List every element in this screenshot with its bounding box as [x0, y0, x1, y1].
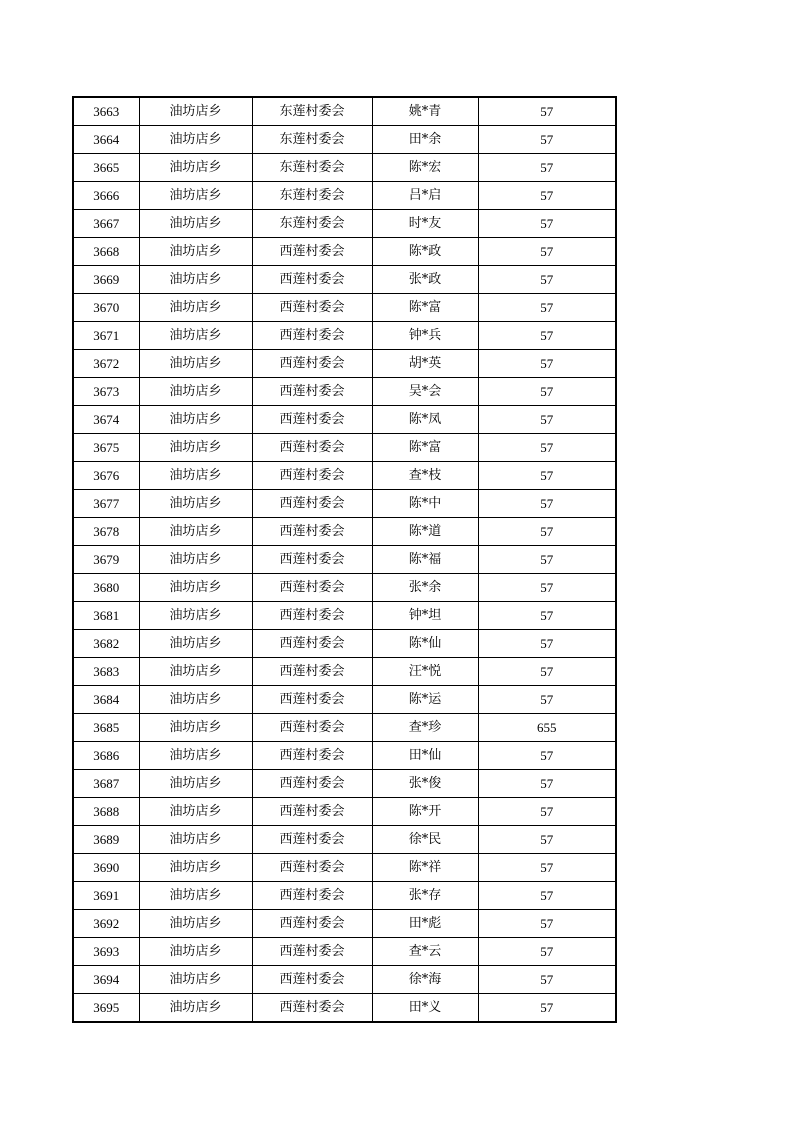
cell-amount: 57	[478, 826, 616, 854]
cell-township: 油坊店乡	[139, 350, 252, 378]
table-row	[73, 770, 616, 798]
cell-name: 田*义	[372, 994, 478, 1023]
table-row	[73, 798, 616, 826]
cell-village: 西莲村委会	[252, 574, 372, 602]
cell-village: 西莲村委会	[252, 994, 372, 1023]
cell-amount: 57	[478, 97, 616, 126]
table-row	[73, 882, 616, 910]
cell-amount: 57	[478, 406, 616, 434]
cell-township: 油坊店乡	[139, 266, 252, 294]
cell-township: 油坊店乡	[139, 742, 252, 770]
cell-township: 油坊店乡	[139, 994, 252, 1023]
cell-amount: 57	[478, 154, 616, 182]
cell-amount: 57	[478, 994, 616, 1023]
table-row	[73, 126, 616, 154]
cell-village: 西莲村委会	[252, 294, 372, 322]
cell-record-number: 3677	[73, 490, 139, 518]
table-row	[73, 630, 616, 658]
table-row	[73, 602, 616, 630]
cell-record-number: 3682	[73, 630, 139, 658]
cell-village: 西莲村委会	[252, 406, 372, 434]
cell-name: 张*存	[372, 882, 478, 910]
cell-village: 东莲村委会	[252, 154, 372, 182]
cell-village: 西莲村委会	[252, 686, 372, 714]
cell-village: 西莲村委会	[252, 770, 372, 798]
table-row	[73, 686, 616, 714]
cell-village: 东莲村委会	[252, 97, 372, 126]
cell-township: 油坊店乡	[139, 490, 252, 518]
cell-township: 油坊店乡	[139, 602, 252, 630]
cell-village: 西莲村委会	[252, 378, 372, 406]
cell-township: 油坊店乡	[139, 630, 252, 658]
cell-township: 油坊店乡	[139, 658, 252, 686]
cell-township: 油坊店乡	[139, 210, 252, 238]
cell-name: 姚*青	[372, 97, 478, 126]
cell-record-number: 3688	[73, 798, 139, 826]
cell-record-number: 3678	[73, 518, 139, 546]
cell-amount: 57	[478, 210, 616, 238]
cell-township: 油坊店乡	[139, 546, 252, 574]
cell-name: 徐*海	[372, 966, 478, 994]
cell-village: 西莲村委会	[252, 434, 372, 462]
cell-name: 张*余	[372, 574, 478, 602]
cell-name: 陈*仙	[372, 630, 478, 658]
table-row	[73, 938, 616, 966]
cell-village: 西莲村委会	[252, 742, 372, 770]
cell-township: 油坊店乡	[139, 462, 252, 490]
cell-name: 张*俊	[372, 770, 478, 798]
cell-record-number: 3684	[73, 686, 139, 714]
cell-record-number: 3676	[73, 462, 139, 490]
cell-name: 田*彪	[372, 910, 478, 938]
cell-township: 油坊店乡	[139, 770, 252, 798]
cell-village: 西莲村委会	[252, 854, 372, 882]
cell-name: 吴*会	[372, 378, 478, 406]
cell-record-number: 3668	[73, 238, 139, 266]
cell-amount: 57	[478, 938, 616, 966]
cell-amount: 57	[478, 294, 616, 322]
table-row	[73, 742, 616, 770]
cell-name: 田*余	[372, 126, 478, 154]
table-row	[73, 518, 616, 546]
cell-amount: 57	[478, 490, 616, 518]
cell-record-number: 3669	[73, 266, 139, 294]
cell-village: 西莲村委会	[252, 882, 372, 910]
cell-township: 油坊店乡	[139, 154, 252, 182]
cell-amount: 655	[478, 714, 616, 742]
cell-township: 油坊店乡	[139, 826, 252, 854]
cell-record-number: 3695	[73, 994, 139, 1023]
table-body	[73, 97, 616, 1022]
cell-village: 西莲村委会	[252, 658, 372, 686]
cell-township: 油坊店乡	[139, 322, 252, 350]
cell-name: 徐*民	[372, 826, 478, 854]
cell-name: 陈*凤	[372, 406, 478, 434]
cell-record-number: 3680	[73, 574, 139, 602]
table-row	[73, 210, 616, 238]
cell-township: 油坊店乡	[139, 434, 252, 462]
cell-record-number: 3665	[73, 154, 139, 182]
table-row	[73, 294, 616, 322]
cell-amount: 57	[478, 798, 616, 826]
cell-name: 张*政	[372, 266, 478, 294]
data-table	[72, 96, 617, 1023]
cell-record-number: 3693	[73, 938, 139, 966]
cell-record-number: 3663	[73, 97, 139, 126]
cell-record-number: 3670	[73, 294, 139, 322]
cell-township: 油坊店乡	[139, 294, 252, 322]
cell-record-number: 3692	[73, 910, 139, 938]
cell-township: 油坊店乡	[139, 714, 252, 742]
cell-record-number: 3672	[73, 350, 139, 378]
cell-amount: 57	[478, 126, 616, 154]
table-row	[73, 434, 616, 462]
cell-record-number: 3687	[73, 770, 139, 798]
cell-amount: 57	[478, 630, 616, 658]
cell-name: 陈*政	[372, 238, 478, 266]
cell-name: 陈*富	[372, 294, 478, 322]
cell-township: 油坊店乡	[139, 798, 252, 826]
cell-township: 油坊店乡	[139, 518, 252, 546]
cell-record-number: 3690	[73, 854, 139, 882]
cell-record-number: 3691	[73, 882, 139, 910]
cell-village: 西莲村委会	[252, 938, 372, 966]
cell-village: 西莲村委会	[252, 518, 372, 546]
cell-township: 油坊店乡	[139, 126, 252, 154]
cell-name: 陈*中	[372, 490, 478, 518]
cell-amount: 57	[478, 378, 616, 406]
cell-name: 胡*英	[372, 350, 478, 378]
cell-record-number: 3681	[73, 602, 139, 630]
cell-record-number: 3673	[73, 378, 139, 406]
cell-village: 西莲村委会	[252, 798, 372, 826]
cell-name: 钟*兵	[372, 322, 478, 350]
cell-amount: 57	[478, 658, 616, 686]
cell-township: 油坊店乡	[139, 378, 252, 406]
table-row	[73, 406, 616, 434]
cell-name: 吕*启	[372, 182, 478, 210]
cell-amount: 57	[478, 350, 616, 378]
cell-record-number: 3685	[73, 714, 139, 742]
cell-village: 西莲村委会	[252, 714, 372, 742]
cell-village: 西莲村委会	[252, 350, 372, 378]
cell-amount: 57	[478, 966, 616, 994]
cell-village: 西莲村委会	[252, 826, 372, 854]
cell-village: 西莲村委会	[252, 238, 372, 266]
cell-township: 油坊店乡	[139, 910, 252, 938]
cell-amount: 57	[478, 854, 616, 882]
cell-township: 油坊店乡	[139, 938, 252, 966]
cell-village: 东莲村委会	[252, 210, 372, 238]
cell-name: 查*珍	[372, 714, 478, 742]
cell-township: 油坊店乡	[139, 686, 252, 714]
cell-village: 西莲村委会	[252, 910, 372, 938]
cell-village: 西莲村委会	[252, 546, 372, 574]
cell-name: 钟*坦	[372, 602, 478, 630]
table-row	[73, 322, 616, 350]
table-row	[73, 966, 616, 994]
cell-village: 西莲村委会	[252, 966, 372, 994]
cell-township: 油坊店乡	[139, 97, 252, 126]
table-row	[73, 350, 616, 378]
cell-township: 油坊店乡	[139, 854, 252, 882]
cell-amount: 57	[478, 546, 616, 574]
cell-village: 东莲村委会	[252, 126, 372, 154]
table-row	[73, 658, 616, 686]
cell-amount: 57	[478, 266, 616, 294]
cell-village: 西莲村委会	[252, 322, 372, 350]
table-row	[73, 490, 616, 518]
cell-amount: 57	[478, 322, 616, 350]
table-row	[73, 854, 616, 882]
cell-name: 陈*运	[372, 686, 478, 714]
table-row	[73, 574, 616, 602]
cell-village: 西莲村委会	[252, 602, 372, 630]
cell-amount: 57	[478, 574, 616, 602]
table-row	[73, 238, 616, 266]
cell-amount: 57	[478, 882, 616, 910]
cell-township: 油坊店乡	[139, 238, 252, 266]
cell-name: 陈*祥	[372, 854, 478, 882]
cell-amount: 57	[478, 182, 616, 210]
cell-name: 田*仙	[372, 742, 478, 770]
table-row	[73, 154, 616, 182]
cell-name: 查*云	[372, 938, 478, 966]
cell-township: 油坊店乡	[139, 966, 252, 994]
cell-name: 陈*开	[372, 798, 478, 826]
cell-amount: 57	[478, 910, 616, 938]
table-row	[73, 97, 616, 126]
cell-record-number: 3671	[73, 322, 139, 350]
cell-village: 西莲村委会	[252, 630, 372, 658]
cell-amount: 57	[478, 742, 616, 770]
table-row	[73, 714, 616, 742]
table-row	[73, 462, 616, 490]
cell-township: 油坊店乡	[139, 882, 252, 910]
cell-village: 西莲村委会	[252, 266, 372, 294]
cell-record-number: 3689	[73, 826, 139, 854]
table-row	[73, 826, 616, 854]
cell-record-number: 3683	[73, 658, 139, 686]
cell-village: 东莲村委会	[252, 182, 372, 210]
cell-name: 时*友	[372, 210, 478, 238]
cell-township: 油坊店乡	[139, 182, 252, 210]
cell-record-number: 3694	[73, 966, 139, 994]
cell-name: 陈*福	[372, 546, 478, 574]
cell-amount: 57	[478, 462, 616, 490]
cell-name: 陈*道	[372, 518, 478, 546]
cell-record-number: 3679	[73, 546, 139, 574]
cell-name: 查*枝	[372, 462, 478, 490]
cell-amount: 57	[478, 770, 616, 798]
table-row	[73, 546, 616, 574]
cell-name: 汪*悦	[372, 658, 478, 686]
table-row	[73, 378, 616, 406]
table-row	[73, 182, 616, 210]
cell-name: 陈*宏	[372, 154, 478, 182]
cell-record-number: 3666	[73, 182, 139, 210]
cell-amount: 57	[478, 238, 616, 266]
cell-village: 西莲村委会	[252, 490, 372, 518]
cell-township: 油坊店乡	[139, 574, 252, 602]
cell-amount: 57	[478, 686, 616, 714]
cell-amount: 57	[478, 518, 616, 546]
table-row	[73, 910, 616, 938]
table-row	[73, 994, 616, 1023]
cell-record-number: 3667	[73, 210, 139, 238]
cell-amount: 57	[478, 602, 616, 630]
cell-record-number: 3664	[73, 126, 139, 154]
cell-record-number: 3675	[73, 434, 139, 462]
cell-village: 西莲村委会	[252, 462, 372, 490]
cell-name: 陈*富	[372, 434, 478, 462]
cell-amount: 57	[478, 434, 616, 462]
table-row	[73, 266, 616, 294]
cell-record-number: 3686	[73, 742, 139, 770]
cell-record-number: 3674	[73, 406, 139, 434]
cell-township: 油坊店乡	[139, 406, 252, 434]
